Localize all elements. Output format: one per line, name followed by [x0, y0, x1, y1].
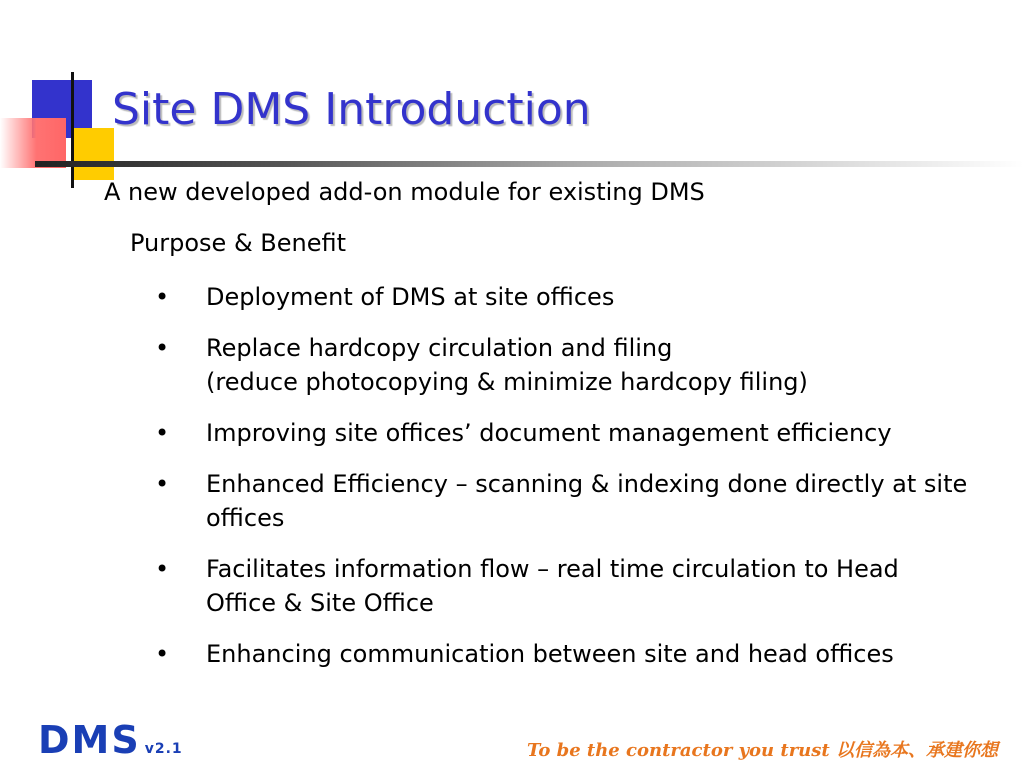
dms-logo: [38, 718, 183, 762]
bullet-item: [150, 467, 970, 535]
bullet-text: Enhanced Efficiency – scanning & indexing done directly at site offices: [206, 470, 968, 532]
title-underline: [35, 161, 1024, 167]
bullet-text: Replace hardcopy circulation and filing (reduce photocopying & minimize hardcopy filing): [206, 334, 808, 396]
bullet-item: [150, 637, 970, 671]
bullet-list: [150, 280, 970, 688]
bullet-item: [150, 416, 970, 450]
bullet-item: [150, 280, 970, 314]
bullet-dot-icon: •: [155, 283, 170, 311]
bullet-text: Deployment of DMS at site offices: [206, 283, 615, 311]
sub-heading: Purpose & Benefit: [130, 229, 347, 257]
logo-text: DMS: [38, 718, 141, 762]
logo-version: v2.1: [144, 741, 183, 757]
bullet-dot-icon: •: [155, 419, 170, 447]
bullet-text: Enhancing communication between site and head offices: [206, 640, 894, 668]
bullet-text: Facilitates information flow – real time circulation to Head Office & Site Office: [206, 555, 899, 617]
bullet-dot-icon: •: [155, 640, 170, 668]
bullet-item: [150, 331, 970, 399]
footer-tagline: To be the contractor you trust 以信為本、承建你想: [527, 740, 998, 761]
intro-line: A new developed add-on module for existing DMS: [104, 178, 705, 206]
slide-title: Site DMS Introduction: [112, 84, 591, 135]
bullet-dot-icon: •: [155, 470, 170, 498]
decorative-vertical-line: [71, 72, 74, 188]
bullet-dot-icon: •: [155, 555, 170, 583]
bullet-item: [150, 552, 970, 620]
bullet-dot-icon: •: [155, 334, 170, 362]
decorative-yellow-square: [72, 128, 114, 180]
bullet-text: Improving site offices’ document management efficiency: [206, 419, 892, 447]
